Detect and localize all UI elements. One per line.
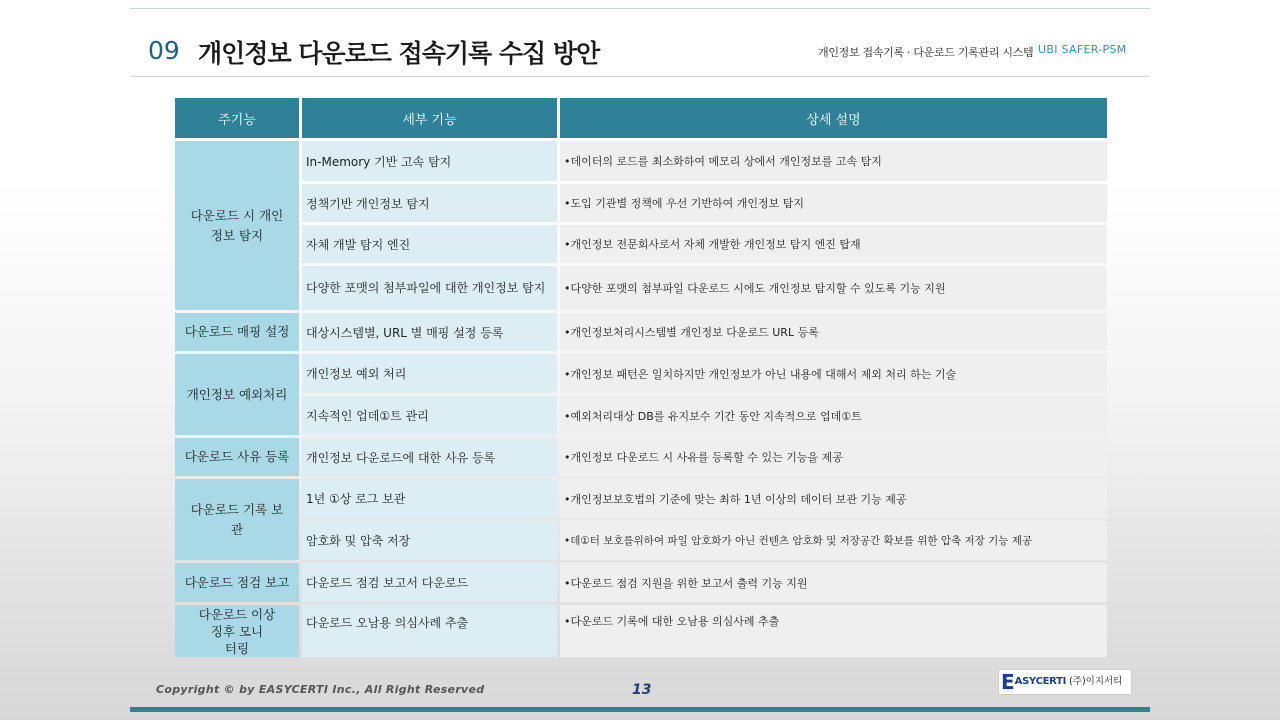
description-cell: •개인정보 다운로드 시 사유를 등록할 수 있는 기능을 제공: [560, 438, 1107, 476]
description-cell: •예외처리대상 DB를 유지보수 기간 동안 지속적으로 업데①트: [560, 396, 1107, 435]
header-description: 상세 설명: [560, 98, 1107, 138]
description-cell: •개인정보 전문회사로서 자체 개발한 개인정보 탐지 엔진 탑재: [560, 225, 1107, 263]
main-function-cell: 다운로드 사유 등록: [175, 438, 299, 476]
detail-cell: 정책기반 개인정보 탐지: [302, 184, 557, 222]
table-row: [175, 438, 1107, 476]
table-row: [175, 354, 1107, 393]
description-cell: •데이터의 로드를 최소화하여 메모리 상에서 개인정보를 고속 탐지: [560, 141, 1107, 181]
main-function-cell: 다운로드 이상 징후 모니 터링: [175, 605, 299, 657]
table-row: [175, 225, 1107, 263]
detail-cell: 암호화 및 압축 저장: [302, 521, 557, 560]
copyright-text: Copyright © by EASYCERTI Inc., All Right Reserved: [156, 683, 485, 696]
detail-cell: 개인정보 다운로드에 대한 사유 등록: [302, 438, 557, 476]
detail-cell: 1년 ①상 로그 보관: [302, 479, 557, 518]
table-row: [175, 184, 1107, 222]
header-subtitle: 개인정보 접속기록 · 다운로드 기록관리 시스템: [818, 46, 1034, 59]
main-function-cell: 다운로드 점검 보고: [175, 563, 299, 602]
section-number: 09: [148, 36, 180, 65]
detail-cell: 개인정보 예외 처리: [302, 354, 557, 393]
description-cell: •개인정보보호법의 기준에 맞는 최하 1년 이상의 데이터 보관 기능 제공: [560, 479, 1107, 518]
main-function-cell: 다운로드 매핑 설정: [175, 313, 299, 351]
table-row: [175, 479, 1107, 518]
logo-text: ASYCERTI: [1014, 676, 1067, 687]
detail-cell: 지속적인 업데①트 관리: [302, 396, 557, 435]
description-cell: •개인정보처리시스템별 개인정보 다운로드 URL 등록: [560, 313, 1107, 351]
detail-cell: In-Memory 기반 고속 탐지: [302, 141, 557, 181]
page-title: 개인정보 다운로드 접속기록 수집 방안: [198, 39, 600, 68]
detail-cell: 자체 개발 탐지 엔진: [302, 225, 557, 263]
main-function-cell: 개인정보 예외처리: [175, 354, 299, 435]
description-cell: •도입 기관별 정책에 우선 기반하여 개인정보 탐지: [560, 184, 1107, 222]
description-cell: •다운로드 기록에 대한 오남용 의심사례 추출: [560, 605, 1107, 657]
header-detail-function: 세부 기능: [302, 98, 557, 138]
detail-cell: 다운로드 오남용 의심사례 추출: [302, 605, 557, 657]
table-header-row: [175, 98, 1107, 138]
table-row: [175, 563, 1107, 602]
header-rule: [130, 76, 1150, 77]
top-rule: [130, 8, 1150, 9]
page-number: 13: [632, 682, 652, 698]
logo-korean-name: (주)이지서티: [1069, 676, 1123, 687]
table-row: [175, 521, 1107, 560]
description-cell: •다운로드 점검 지원을 위한 보고서 출력 기능 지원: [560, 563, 1107, 602]
product-name: UBI SAFER-PSM: [1038, 43, 1127, 56]
description-cell: •데①터 보호를위하여 파일 암호화가 아닌 컨텐츠 암호화 및 저장공간 확보를 위한 압축 저장 기능 제공: [560, 521, 1107, 560]
table-row: [175, 396, 1107, 435]
table-row: [175, 141, 1107, 181]
table-row: [175, 266, 1107, 310]
main-function-cell: 다운로드 기록 보 관: [175, 479, 299, 560]
feature-table: [172, 95, 1110, 660]
table-row: [175, 313, 1107, 351]
company-logo: [998, 669, 1132, 695]
detail-cell: 대상시스템별, URL 별 매핑 설정 등록: [302, 313, 557, 351]
detail-cell: 다운로드 점검 보고서 다운로드: [302, 563, 557, 602]
description-cell: •개인정보 패턴은 일치하지만 개인정보가 아닌 내용에 대해서 제외 처리 하는 기술: [560, 354, 1107, 393]
table-row: [175, 605, 1107, 657]
bottom-bar: [130, 707, 1150, 712]
detail-cell: 다양한 포맷의 첨부파일에 대한 개인정보 탐지: [302, 266, 557, 310]
logo-mark: E: [1001, 670, 1015, 694]
description-cell: •다양한 포맷의 첨부파일 다운로드 시에도 개인정보 탐지할 수 있도록 기능 지원: [560, 266, 1107, 310]
main-function-cell: 다운로드 시 개인 정보 탐지: [175, 141, 299, 310]
header-main-function: 주기능: [175, 98, 299, 138]
